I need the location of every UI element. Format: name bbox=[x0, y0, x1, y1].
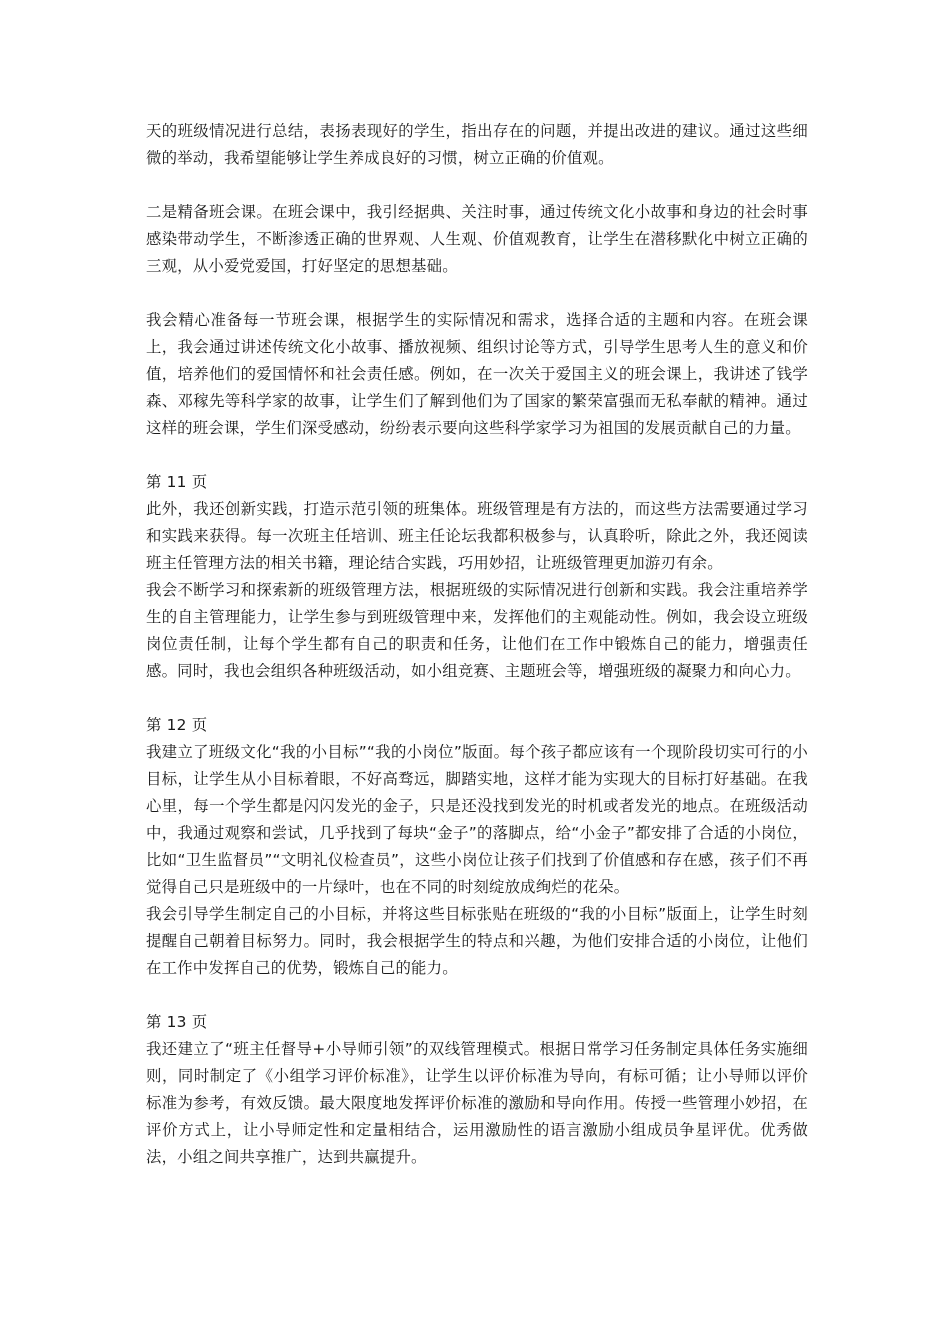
page-marker-11: 第 11 页 bbox=[146, 473, 208, 491]
paragraph-class-culture: 我建立了班级文化“我的小目标”“我的小岗位”版面。每个孩子都应该有一个现阶段切实可行的小目标，让学生从小目标着眼，不好高骛远，脚踏实地，这样才能为实现大的目标打好基础。在我心里，每一个学生都是闪闪发光的金子，只是还没找到发光的时机或者发光的地点。在班级活动中，我通过观察和尝试，几乎找到了每块“金子”的落脚点，给“小金子”都安排了合适的小岗位，比如“卫生监督员”“文明礼仪检查员”，这些小岗位让孩子们找到了价值感和存在感，孩子们不再觉得自己只是班级中的一片绿叶，也在不同的时刻绽放成绚烂的花朵。 bbox=[146, 743, 808, 896]
document-body bbox=[146, 118, 808, 1171]
page-marker-13: 第 13 页 bbox=[146, 1013, 208, 1031]
paragraph-gap bbox=[146, 685, 808, 712]
paragraph-gap bbox=[146, 280, 808, 307]
paragraph-small-goals: 我会引导学生制定自己的小目标，并将这些目标张贴在班级的“我的小目标”版面上，让学生时刻提醒自己朝着目标努力。同时，我会根据学生的特点和兴趣，为他们安排合适的小岗位，让他们在工作中发挥自己的优势，锻炼自己的能力。 bbox=[146, 905, 808, 977]
paragraph-gap bbox=[146, 982, 808, 1009]
paragraph-gap bbox=[146, 442, 808, 469]
paragraph-management-methods: 我会不断学习和探索新的班级管理方法，根据班级的实际情况进行创新和实践。我会注重培养学生的自主管理能力，让学生参与到班级管理中来，发挥他们的主观能动性。例如，我会设立班级岗位责任制，让每个学生都有自己的职责和任务，让他们在工作中锻炼自己的能力，增强责任感。同时，我也会组织各种班级活动，如小组竞赛、主题班会等，增强班级的凝聚力和向心力。 bbox=[146, 581, 808, 680]
paragraph-summary: 天的班级情况进行总结，表扬表现好的学生，指出存在的问题，并提出改进的建议。通过这些细微的举动，我希望能够让学生养成良好的习惯，树立正确的价值观。 bbox=[146, 122, 808, 167]
paragraph-class-meeting: 二是精备班会课。在班会课中，我引经据典、关注时事，通过传统文化小故事和身边的社会时事感染带动学生，不断渗透正确的世界观、人生观、价值观教育，让学生在潜移默化中树立正确的三观，从小爱党爱国，打好坚定的思想基础。 bbox=[146, 203, 808, 275]
page-marker-12: 第 12 页 bbox=[146, 716, 208, 734]
paragraph-gap bbox=[146, 172, 808, 199]
paragraph-dual-management: 我还建立了“班主任督导+小导师引领”的双线管理模式。根据日常学习任务制定具体任务实施细则，同时制定了《小组学习评价标准》，让学生以评价标准为导向，有标可循；让小导师以评价标准为参考，有效反馈。最大限度地发挥评价标准的激励和导向作用。传授一些管理小妙招，在评价方式上，让小导师定性和定量相结合，运用激励性的语言激励小组成员争星评优。优秀做法，小组之间共享推广，达到共赢提升。 bbox=[146, 1040, 808, 1166]
paragraph-class-meeting-detail: 我会精心准备每一节班会课，根据学生的实际情况和需求，选择合适的主题和内容。在班会课上，我会通过讲述传统文化小故事、播放视频、组织讨论等方式，引导学生思考人生的意义和价值，培养他们的爱国情怀和社会责任感。例如，在一次关于爱国主义的班会课上，我讲述了钱学森、邓稼先等科学家的故事，让学生们了解到他们为了国家的繁荣富强而无私奉献的精神。通过这样的班会课，学生们深受感动，纷纷表示要向这些科学家学习为祖国的发展贡献自己的力量。 bbox=[146, 311, 808, 437]
paragraph-innovation: 此外，我还创新实践，打造示范引领的班集体。班级管理是有方法的，而这些方法需要通过学习和实践来获得。每一次班主任培训、班主任论坛我都积极参与，认真聆听，除此之外，我还阅读班主任管理方法的相关书籍，理论结合实践，巧用妙招，让班级管理更加游刃有余。 bbox=[146, 500, 808, 572]
